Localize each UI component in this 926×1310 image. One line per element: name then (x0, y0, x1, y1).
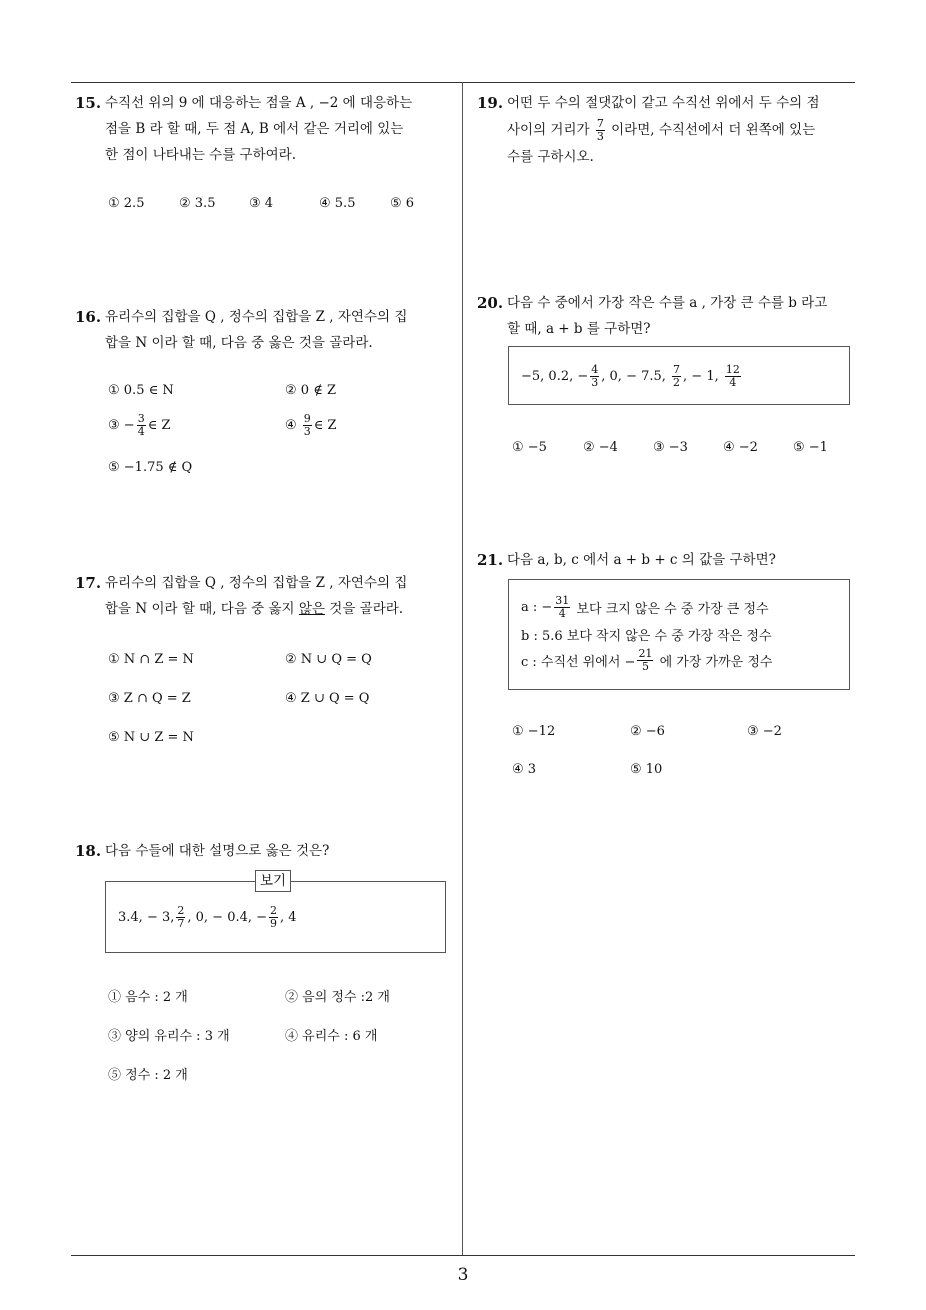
option-2[interactable]: ② 음의 정수 :2 개 (285, 990, 390, 1005)
option-2[interactable]: ② −4 (583, 440, 618, 455)
option-1[interactable]: ① 음수 : 2 개 (108, 990, 188, 1005)
option-1[interactable]: ① −12 (512, 724, 556, 739)
question-number: 16. (75, 308, 102, 326)
question-16 (75, 304, 457, 356)
option-4[interactable]: ④ 유리수 : 6 개 (285, 1029, 378, 1044)
condition-box (508, 579, 850, 690)
fraction: $\frac{3}{4}$ (137, 412, 145, 438)
number-list: 3.4, − 3, $\frac{2}{7}$ , 0, − 0.4, − $\frac{2}{9}$ , 4 (118, 903, 297, 930)
bottom-rule (71, 1255, 855, 1256)
option-5[interactable]: ⑤ 정수 : 2 개 (108, 1068, 188, 1083)
fraction: $\frac{31}{4}$ (555, 593, 570, 620)
condition-c: c : 수직선 위에서 − $\frac{21}{5}$ 에 가장 가까운 정수 (521, 646, 773, 673)
question-number: 19. (477, 94, 504, 112)
question-text: 다음 수들에 대한 설명으로 옳은 것은? (105, 843, 330, 859)
fraction: $\frac{9}{3}$ (303, 412, 311, 438)
question-number: 17. (75, 574, 102, 592)
number-box (508, 346, 850, 405)
condition-a: a : − $\frac{31}{4}$ 보다 크지 않은 수 중 가장 큰 정수 (521, 593, 769, 620)
option-4[interactable]: ④ 3 (512, 762, 537, 777)
option-3[interactable]: ③ Z ∩ Q = Z (108, 691, 191, 706)
condition-b: b : 5.6 보다 작지 않은 수 중 가장 작은 정수 (521, 628, 772, 644)
question-18 (75, 838, 457, 864)
option-1[interactable]: ① −5 (512, 440, 547, 455)
question-number: 18. (75, 842, 102, 860)
question-17 (75, 570, 457, 622)
option-5[interactable]: ⑤ 10 (630, 762, 663, 777)
fraction: $\frac{21}{5}$ (638, 646, 653, 673)
fraction: $\frac{7}{3}$ (596, 116, 604, 143)
question-21 (477, 547, 862, 573)
option-1[interactable]: ① 0.5 ∈ N (108, 383, 174, 398)
option-2[interactable]: ② −6 (630, 724, 665, 739)
fraction: $\frac{2}{7}$ (177, 903, 185, 930)
option-1[interactable]: ① N ∩ Z = N (108, 652, 194, 667)
option-2[interactable]: ② 0 ∉ Z (285, 383, 336, 398)
question-text: 수직선 위의 9 에 대응하는 점을 A , −2 에 대응하는 점을 B 라 할 때, 두 점 A, B 에서 같은 거리에 있는 한 점이 나타내는 수를 구하여라. (105, 95, 413, 163)
option-4[interactable]: ④ 5.5 (319, 196, 356, 211)
question-text: 유리수의 집합을 Q , 정수의 집합을 Z , 자연수의 집 합을 N 이라 할 때, 다음 중 옳지 않은 것을 골라라. (105, 575, 408, 617)
column-divider (462, 82, 463, 1256)
option-3[interactable]: ③ 양의 유리수 : 3 개 (108, 1029, 230, 1044)
fraction: $\frac{7}{2}$ (673, 362, 681, 389)
top-rule (71, 82, 855, 83)
option-1[interactable]: ① 2.5 (108, 196, 145, 211)
number-list: −5, 0.2, − $\frac{4}{3}$ , 0, − 7.5, $\frac{7}{2}$ , − 1, $\frac{12}{4}$ (521, 362, 740, 389)
example-box-label: 보기 (255, 870, 291, 892)
question-20 (477, 290, 862, 342)
option-2[interactable]: ② N ∪ Q = Q (285, 652, 372, 667)
option-5[interactable]: ⑤ −1.75 ∉ Q (108, 460, 193, 475)
option-5[interactable]: ⑤ −1 (793, 440, 828, 455)
option-4[interactable]: ④ Z ∪ Q = Q (285, 691, 370, 706)
question-text: 다음 수 중에서 가장 작은 수를 a , 가장 큰 수를 b 라고 할 때, a + b 를 구하면? (507, 295, 828, 337)
question-text: 어떤 두 수의 절댓값이 같고 수직선 위에서 두 수의 점 사이의 거리가 $\frac{7}{3}$ 이라면, 수직선에서 더 왼쪽에 있는 수를 구하시오. (507, 95, 820, 165)
question-15 (75, 90, 457, 168)
option-3[interactable]: ③ − $\frac{3}{4}$ ∈ Z (108, 412, 171, 438)
page-number: 3 (457, 1265, 469, 1285)
option-4[interactable]: ④ −2 (723, 440, 758, 455)
option-5[interactable]: ⑤ N ∪ Z = N (108, 730, 194, 745)
option-3[interactable]: ③ 4 (249, 196, 274, 211)
fraction: $\frac{2}{9}$ (270, 903, 278, 930)
option-3[interactable]: ③ −2 (747, 724, 782, 739)
question-number: 15. (75, 94, 102, 112)
question-19 (477, 90, 862, 170)
option-3[interactable]: ③ −3 (653, 440, 688, 455)
option-4[interactable]: ④ $\frac{9}{3}$ ∈ Z (285, 412, 337, 438)
question-text: 유리수의 집합을 Q , 정수의 집합을 Z , 자연수의 집 합을 N 이라 할 때, 다음 중 옳은 것을 골라라. (105, 309, 408, 351)
fraction: $\frac{4}{3}$ (591, 362, 599, 389)
fraction: $\frac{12}{4}$ (725, 362, 740, 389)
question-text: 다음 a, b, c 에서 a + b + c 의 값을 구하면? (507, 552, 776, 568)
question-number: 21. (477, 551, 504, 569)
underlined-word: 않은 (298, 601, 325, 617)
option-5[interactable]: ⑤ 6 (390, 196, 415, 211)
question-number: 20. (477, 294, 504, 312)
option-2[interactable]: ② 3.5 (179, 196, 216, 211)
